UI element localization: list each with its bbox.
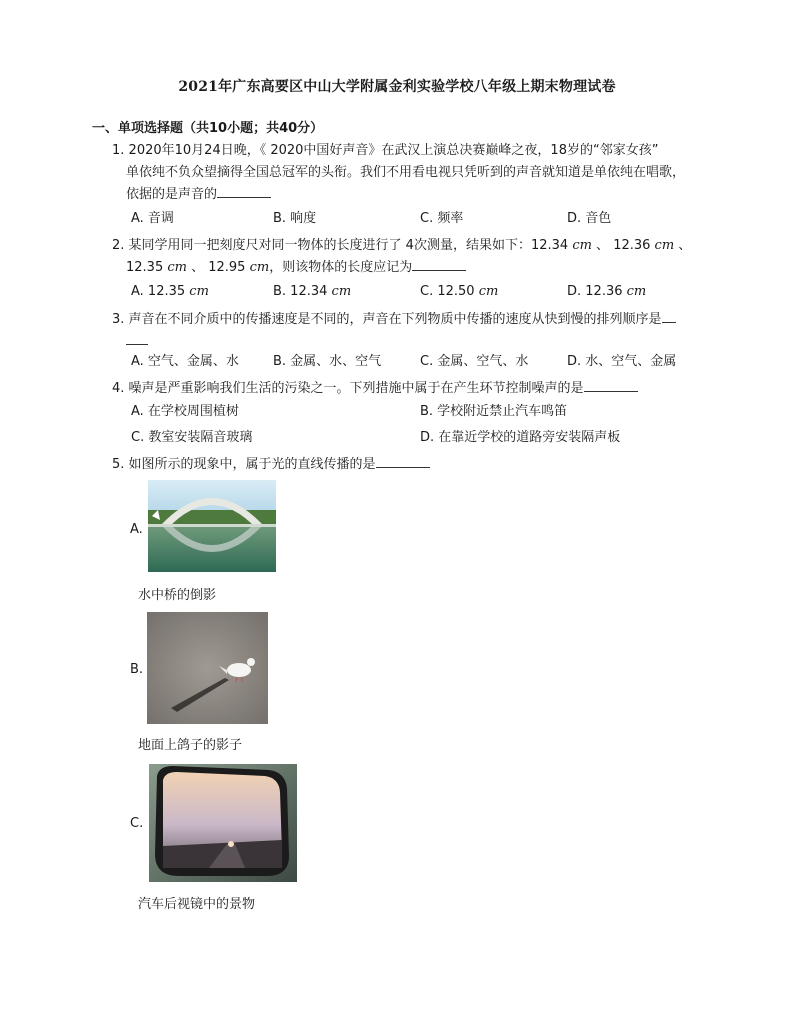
unit-label: cm: [654, 238, 675, 253]
answer-blank[interactable]: [662, 310, 676, 323]
option-b[interactable]: B. 学校附近禁止汽车鸣笛: [420, 404, 568, 419]
picture-option-c-label[interactable]: C.: [130, 816, 144, 831]
question-text-line: 单依纯不负众望摘得全国总冠军的头衔。我们不用看电视只凭听到的声音就知道是单依纯在唱歌，: [126, 165, 686, 180]
answer-blank[interactable]: [217, 185, 271, 198]
question-text-line: 噪声是严重影响我们生活的污染之一。下列措施中属于在产生环节控制噪声的是: [128, 381, 584, 396]
measure-value: 12.36: [613, 238, 651, 253]
option-d[interactable]: D. 12.36 cm: [567, 284, 647, 299]
option-d[interactable]: D. 音色: [567, 211, 612, 226]
option-c[interactable]: C. 金属、空气、水: [420, 354, 529, 369]
answer-blank[interactable]: [412, 258, 466, 271]
question-2: 2. 某同学用同一把刻度尺对同一物体的长度进行了 4次测量，结果如下：12.34 cm 、 12.36 cm 、 12.35 cm 、 12.95 cm，则该物体的长度应记为: [112, 238, 692, 275]
question-number: 4.: [112, 381, 125, 396]
option-d[interactable]: D. 在靠近学校的道路旁安装隔声板: [420, 430, 621, 445]
option-c[interactable]: C. 教室安装隔音玻璃: [131, 430, 253, 445]
question-1: [112, 140, 712, 206]
question-text-line: 如图所示的现象中，属于光的直线传播的是: [128, 457, 376, 472]
question-text-line: ，则该物体的长度应记为: [269, 260, 413, 275]
option-a[interactable]: A. 空气、金属、水: [131, 354, 239, 369]
question-number: 1.: [112, 143, 125, 158]
picture-caption-c: 汽车后视镜中的景物: [138, 897, 256, 912]
section-heading: 一、单项选择题（共10小题；共40分）: [92, 121, 324, 136]
page-title: 2021年广东高要区中山大学附属金利实验学校八年级上期末物理试卷: [178, 79, 616, 95]
question-text-line: 声音在不同介质中的传播速度是不同的，声音在下列物质中传播的速度从快到慢的排列顺序是: [128, 312, 662, 327]
picture-option-a-label[interactable]: A.: [130, 522, 143, 537]
question-number: 5.: [112, 457, 125, 472]
question-text-line: 2020年10月24日晚，《 2020中国好声音》在武汉上演总决赛巅峰之夜，18岁的“邻家女孩”: [128, 143, 659, 158]
option-c[interactable]: C. 12.50 cm: [420, 284, 499, 299]
option-a[interactable]: A. 12.35 cm: [131, 284, 209, 299]
option-a[interactable]: A. 音调: [131, 211, 174, 226]
option-d[interactable]: D. 水、空气、金属: [567, 354, 677, 369]
answer-blank[interactable]: [584, 379, 638, 392]
question-5: [112, 454, 712, 476]
car-mirror-illustration: [149, 764, 297, 882]
picture-option-b-label[interactable]: B.: [130, 662, 144, 677]
pigeon-shadow-image[interactable]: [147, 612, 268, 724]
bridge-reflection-illustration: [148, 480, 276, 572]
picture-caption-a: 水中桥的倒影: [138, 588, 217, 603]
bridge-reflection-image[interactable]: [148, 480, 276, 572]
question-text-line: 某同学用同一把刻度尺对同一物体的长度进行了 4次测量，结果如下：12.34: [128, 238, 569, 253]
option-b[interactable]: B. 12.34 cm: [273, 284, 352, 299]
unit-label: cm: [572, 238, 592, 253]
option-b[interactable]: B. 响度: [273, 211, 317, 226]
question-number: 2.: [112, 238, 125, 253]
unit-label: cm: [167, 260, 187, 275]
answer-blank[interactable]: [376, 455, 430, 468]
measure-value: 12.95: [208, 260, 246, 275]
question-number: 3.: [112, 312, 125, 327]
pigeon-shadow-illustration: [147, 612, 268, 724]
car-mirror-image[interactable]: [149, 764, 297, 882]
question-text-line: 依据的是声音的: [126, 187, 218, 202]
answer-blank-continued[interactable]: [126, 332, 148, 345]
question-3: [112, 309, 722, 353]
question-4: [112, 378, 712, 400]
option-b[interactable]: B. 金属、水、空气: [273, 354, 382, 369]
option-c[interactable]: C. 频率: [420, 211, 464, 226]
question-text-line: 12.35: [126, 260, 164, 275]
unit-label: cm: [249, 260, 270, 275]
option-a[interactable]: A. 在学校周围植树: [131, 404, 239, 419]
picture-caption-b: 地面上鸽子的影子: [138, 738, 243, 753]
